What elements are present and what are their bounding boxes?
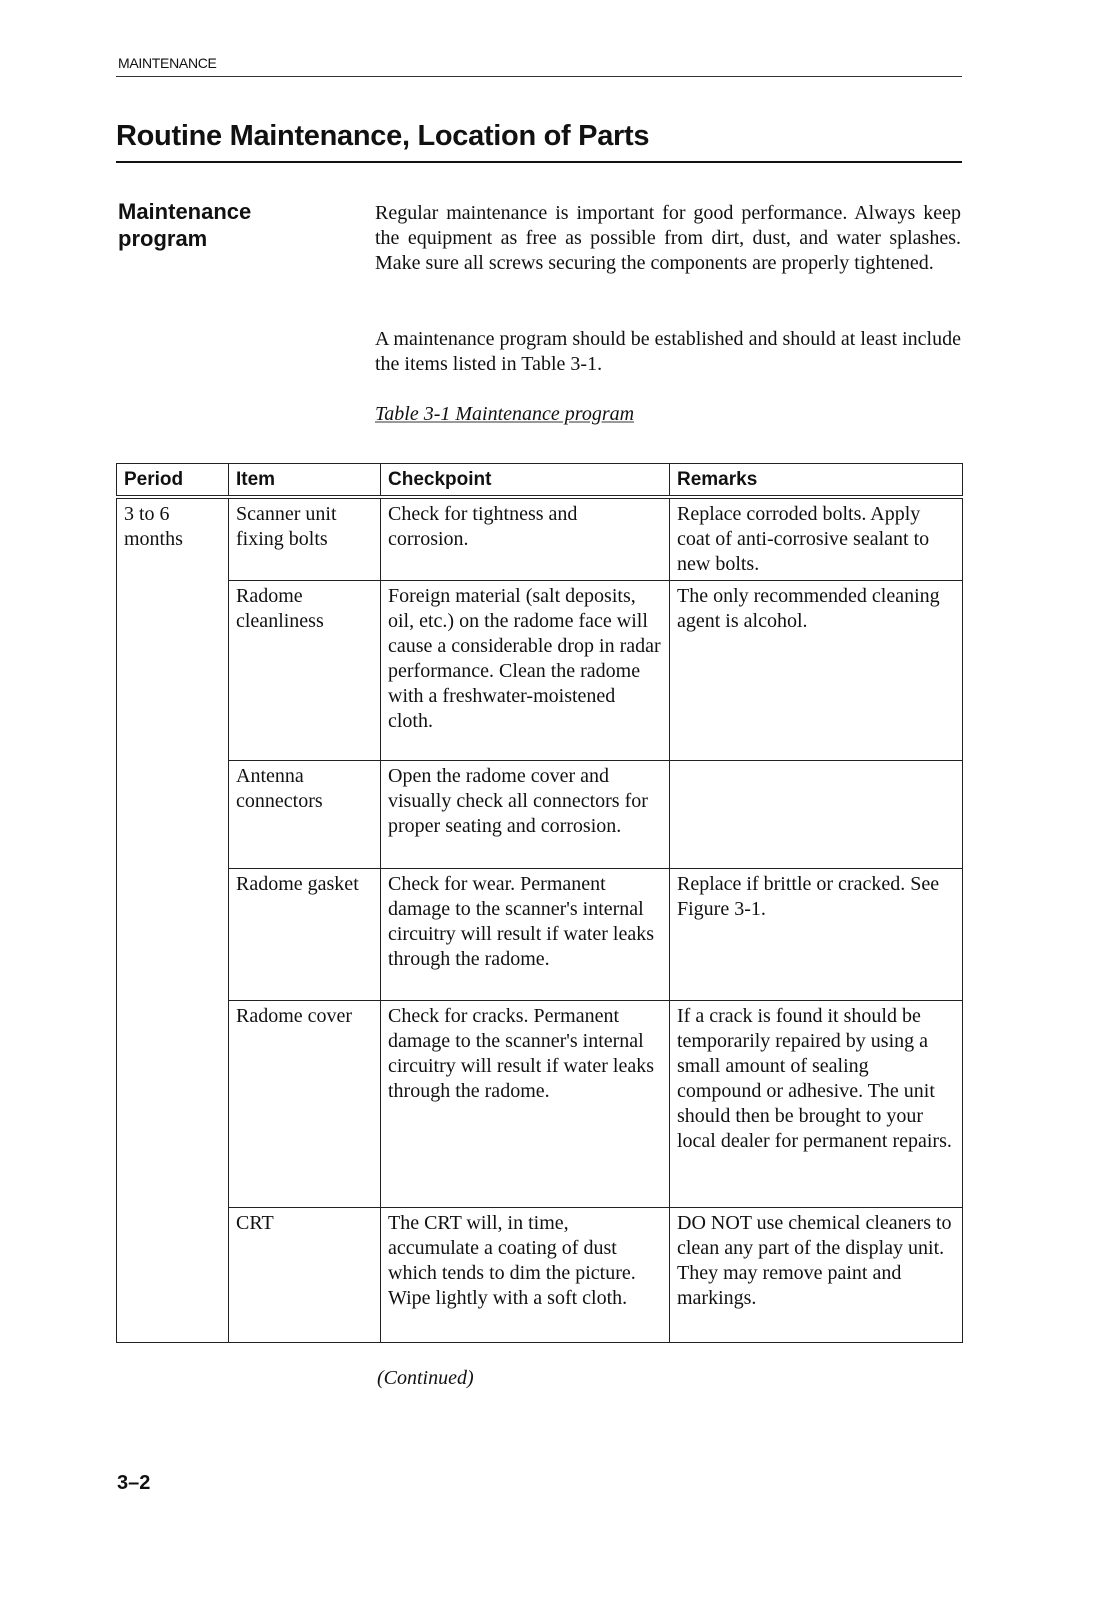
section-heading-line1: Maintenance [118,199,252,224]
paragraph-1: Regular maintenance is important for good performance. Always keep the equipment as free as possible from dirt, dust, and water splashes. Make sure all screws securing the components are properly tightened. [375,202,961,274]
cell-item: Scanner unit fixing bolts [229,497,381,580]
table-row [117,760,963,868]
cell-checkpoint: Check for tightness and corrosion. [381,497,670,580]
table-row [117,868,963,1000]
cell-remarks: DO NOT use chemical cleaners to clean any part of the display unit. They may remove paint and markings. [670,1207,963,1342]
table-row [117,497,963,580]
table-caption: Table 3-1 Maintenance program [375,403,635,425]
cell-remarks: If a crack is found it should be temporarily repaired by using a small amount of sealing compound or adhesive. The unit should then be brought to your local dealer for permanent repairs. [670,1000,963,1207]
cell-item: Radome gasket [229,868,381,1000]
running-header: MAINTENANCE [118,55,217,71]
cell-checkpoint: The CRT will, in time, accumulate a coating of dust which tends to dim the picture. Wipe lightly with a soft cloth. [381,1207,670,1342]
header-remarks: Remarks [670,464,963,498]
cell-checkpoint: Check for cracks. Permanent damage to the scanner's internal circuitry will result if water leaks through the radome. [381,1000,670,1207]
section-heading-line2: program [118,226,208,251]
title-rule [116,161,962,163]
cell-remarks: Replace if brittle or cracked. See Figure 3-1. [670,868,963,1000]
cell-checkpoint: Open the radome cover and visually check all connectors for proper seating and corrosion. [381,760,670,868]
header-checkpoint: Checkpoint [381,464,670,498]
cell-item: Antenna connectors [229,760,381,868]
cell-remarks: Replace corroded bolts. Apply coat of anti-corrosive sealant to new bolts. [670,497,963,580]
cell-checkpoint: Check for wear. Permanent damage to the scanner's internal circuitry will result if water leaks through the radome. [381,868,670,1000]
table-header-row [117,464,963,498]
table-row [117,580,963,760]
header-rule [116,76,962,77]
cell-checkpoint: Foreign material (salt deposits, oil, etc.) on the radome face will cause a considerable drop in radar performance. Clean the radome with a freshwater-moistened cloth. [381,580,670,760]
header-period: Period [117,464,229,498]
cell-item: Radome cleanliness [229,580,381,760]
page-number: 3–2 [117,1472,151,1494]
table-row [117,1000,963,1207]
continued-note: (Continued) [377,1367,474,1389]
header-item: Item [229,464,381,498]
section-heading [118,198,318,252]
cell-remarks: The only recommended cleaning agent is alcohol. [670,580,963,760]
cell-period: 3 to 6 months [117,497,229,1342]
maintenance-table [116,463,963,1343]
page-title: Routine Maintenance, Location of Parts [116,120,650,152]
cell-item: Radome cover [229,1000,381,1207]
paragraph-2: A maintenance program should be established and should at least include the items listed in Table 3-1. [375,328,961,375]
cell-remarks [670,760,963,868]
table-row [117,1207,963,1342]
cell-item: CRT [229,1207,381,1342]
